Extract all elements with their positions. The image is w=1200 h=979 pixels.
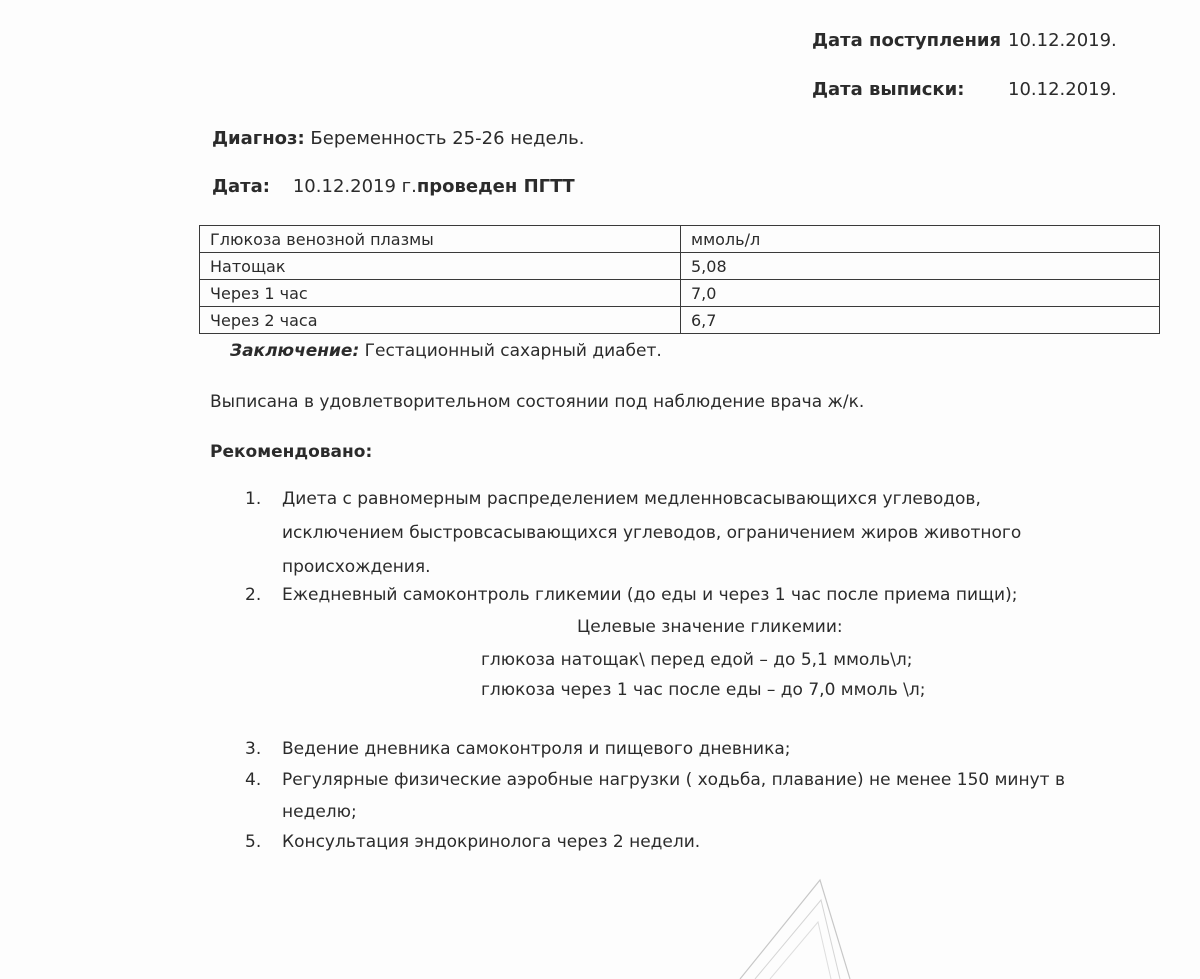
list-item-number: 1. xyxy=(245,489,262,509)
discharge-date-line xyxy=(812,79,1117,100)
table-row xyxy=(200,226,1160,253)
list-item-line: Ежедневный самоконтроль гликемии (до еды и через 1 час после приема пищи); xyxy=(282,585,1018,605)
list-item-line: Регулярные физические аэробные нагрузки ( ходьба, плавание) не менее 150 минут в xyxy=(282,770,1065,790)
diagnosis-line xyxy=(212,128,584,149)
test-date-label: Дата: xyxy=(212,176,270,197)
glycemia-target-after-meal: глюкоза через 1 час после еды – до 7,0 ммоль \л; xyxy=(481,680,926,700)
test-date-value: 10.12.2019 г. xyxy=(292,176,417,197)
conclusion-label: Заключение: xyxy=(230,341,360,361)
table-cell: 5,08 xyxy=(681,253,1160,280)
diagnosis-label: Диагноз: xyxy=(212,128,305,149)
discharge-statement: Выписана в удовлетворительном состоянии под наблюдение врача ж/к. xyxy=(210,392,865,412)
test-date-line xyxy=(212,176,575,197)
table-cell: Через 1 час xyxy=(200,280,681,307)
table-cell: ммоль/л xyxy=(681,226,1160,253)
stamp-mark xyxy=(700,860,900,979)
list-item-line: происхождения. xyxy=(282,557,431,577)
list-item-line: Ведение дневника самоконтроля и пищевого дневника; xyxy=(282,739,791,759)
list-item-number: 5. xyxy=(245,832,262,852)
list-item-line: Диета с равномерным распределением медленновсасывающихся углеводов, xyxy=(282,489,981,509)
table-cell: Глюкоза венозной плазмы xyxy=(200,226,681,253)
list-item-line: Консультация эндокринолога через 2 недели. xyxy=(282,832,701,852)
discharge-label: Дата выписки: xyxy=(812,79,965,100)
diagnosis-text: Беременность 25-26 недель. xyxy=(310,128,585,149)
table-row xyxy=(200,307,1160,334)
admission-label: Дата поступления xyxy=(812,30,1002,51)
table-cell: Натощак xyxy=(200,253,681,280)
list-item-number: 3. xyxy=(245,739,262,759)
recommendations-title: Рекомендовано: xyxy=(210,442,373,462)
conclusion-line xyxy=(230,341,662,361)
list-item-number: 4. xyxy=(245,770,262,790)
list-item-line: неделю; xyxy=(282,802,357,822)
table-cell: Через 2 часа xyxy=(200,307,681,334)
glucose-table xyxy=(199,225,1160,334)
table-row xyxy=(200,253,1160,280)
table-cell: 7,0 xyxy=(681,280,1160,307)
test-date-text: проведен ПГТТ xyxy=(416,176,575,197)
glycemia-target-fasting: глюкоза натощак\ перед едой – до 5,1 ммоль\л; xyxy=(481,650,913,670)
conclusion-text: Гестационный сахарный диабет. xyxy=(364,341,662,361)
table-row xyxy=(200,280,1160,307)
list-item-line: исключением быстровсасывающихся углеводов, ограничением жиров животного xyxy=(282,523,1022,543)
admission-date-line xyxy=(812,30,1117,51)
admission-date: 10.12.2019. xyxy=(1008,30,1117,51)
table-cell: 6,7 xyxy=(681,307,1160,334)
glycemia-targets-title: Целевые значение гликемии: xyxy=(577,617,843,637)
discharge-date: 10.12.2019. xyxy=(1008,79,1117,100)
list-item-number: 2. xyxy=(245,585,262,605)
